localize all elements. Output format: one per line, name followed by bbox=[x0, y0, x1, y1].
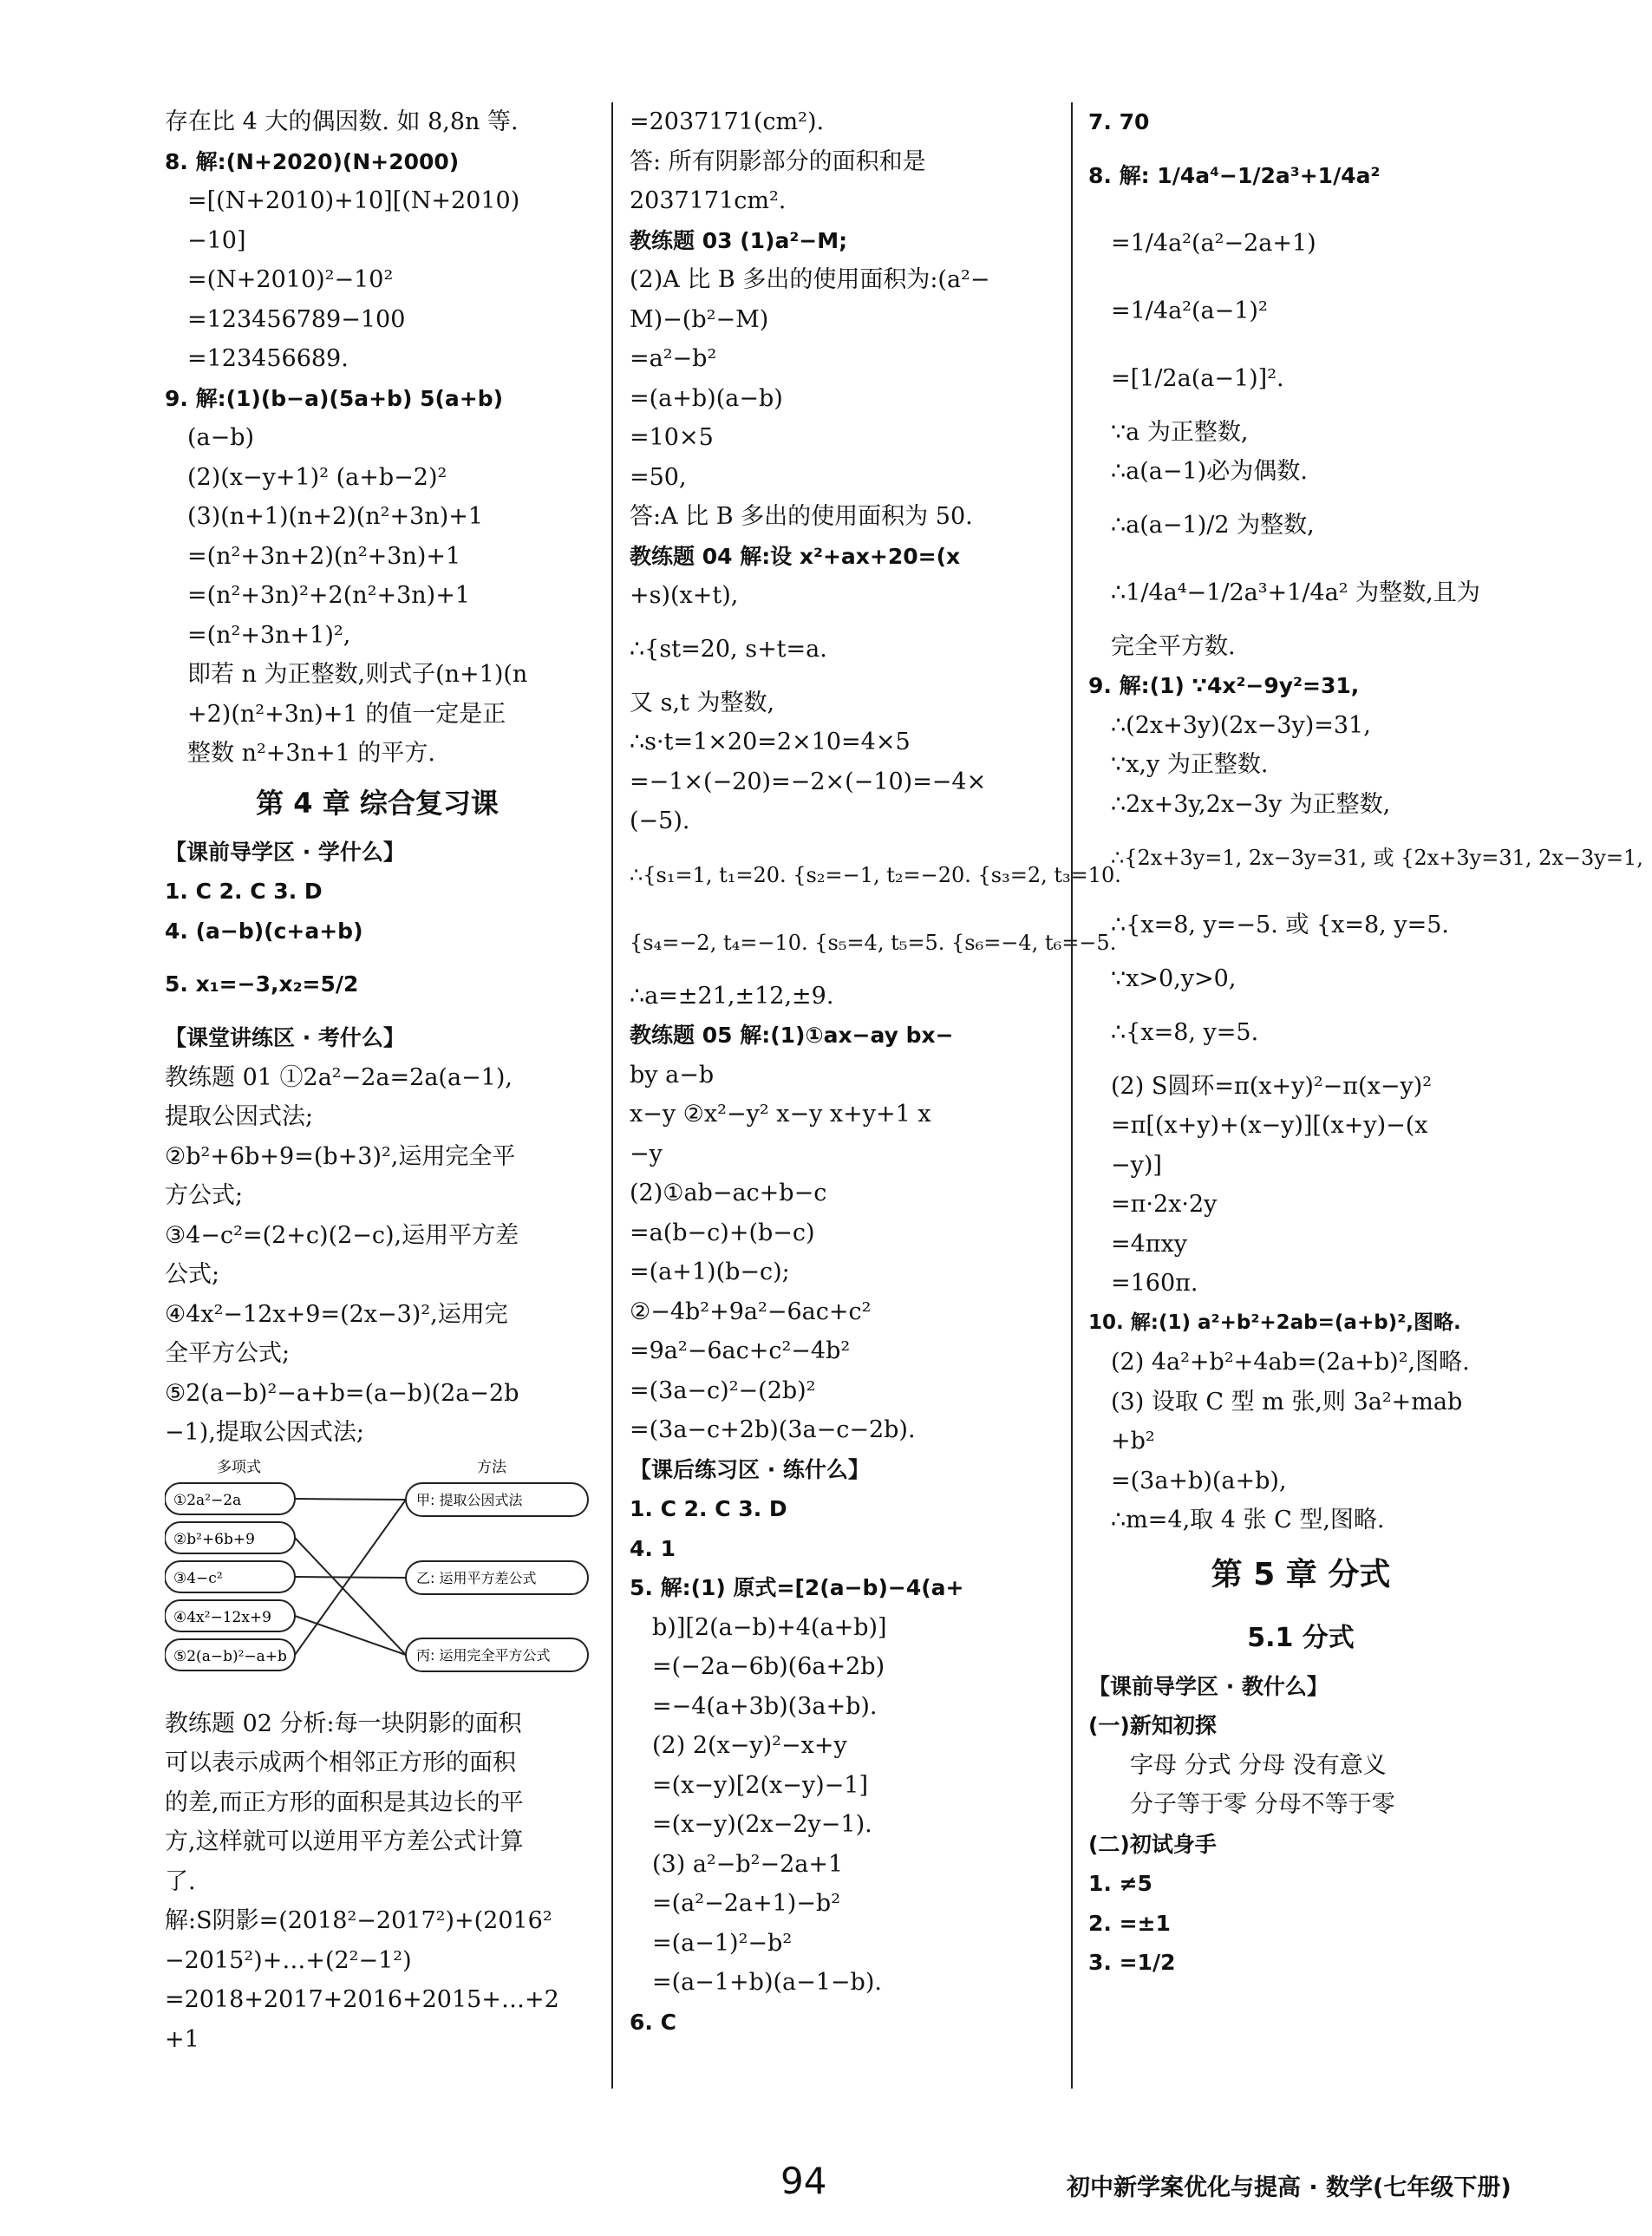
column-divider bbox=[611, 102, 613, 2089]
system-of-equations: ∴{x=8, y=5. bbox=[1111, 1018, 1259, 1046]
chapter-title: 第 5 章 分式 bbox=[1211, 1556, 1391, 1592]
text-line: −2015²)+…+(2²−1²) bbox=[165, 1946, 412, 1974]
column-3 bbox=[1088, 102, 1643, 1983]
text-line: ∵x,y 为正整数. bbox=[1111, 751, 1269, 778]
system-of-equations: ∴{2x+3y=1, 2x−3y=31, 或 {2x+3y=31, 2x−3y=1, bbox=[1111, 846, 1643, 870]
text-line: ∴a(a−1)/2 为整数, bbox=[1111, 511, 1315, 539]
text-line: =50, bbox=[630, 463, 687, 491]
book-title: 初中新学案优化与提高 · 数学(七年级下册) bbox=[1067, 2174, 1512, 2201]
text-line: 方,这样就可以逆用平方差公式计算 bbox=[165, 1828, 524, 1855]
method-label: 乙: 运用平方差公式 bbox=[416, 1569, 537, 1586]
text-line: (2) 4a²+b²+4ab=(2a+b)²,图略. bbox=[1111, 1349, 1470, 1376]
text-line: x−y ②x²−y² x−y x+y+1 x bbox=[630, 1101, 931, 1128]
system-of-equations: ∴{x=8, y=−5. 或 {x=8, y=5. bbox=[1111, 912, 1449, 938]
answer-line: 6. C bbox=[630, 2009, 676, 2035]
diagram-header-right: 方法 bbox=[477, 1458, 506, 1476]
answer-line: 4. 1 bbox=[630, 1535, 676, 1561]
text-line: 公式; bbox=[165, 1261, 220, 1288]
text-line: =(3a+b)(a+b), bbox=[1111, 1467, 1287, 1494]
text-line: (2) S圆环=π(x+y)²−π(x−y)² bbox=[1111, 1072, 1433, 1100]
section-label: 【课前导学区 · 学什么】 bbox=[165, 839, 405, 865]
exercise-heading: 教练题 04 解:设 x²+ax+20=(x bbox=[630, 543, 961, 569]
text-line: −y bbox=[630, 1140, 663, 1167]
text-line: ②−4b²+9a²−6ac+c² bbox=[630, 1298, 872, 1325]
text-line: ④4x²−12x+9=(2x−3)²,运用完 bbox=[165, 1300, 508, 1328]
text-line: −y)] bbox=[1111, 1151, 1162, 1179]
text-line: 答:A 比 B 多出的使用面积为 50. bbox=[630, 503, 973, 530]
text-line: =(3a−c)²−(2b)² bbox=[630, 1376, 816, 1404]
text-line: =(x−y)[2(x−y)−1] bbox=[652, 1771, 869, 1799]
text-line: =[1/2a(a−1)]². bbox=[1111, 364, 1284, 392]
text-line: 又 s,t 为整数, bbox=[630, 689, 775, 716]
exercise-heading: 教练题 05 解:(1)①ax−ay bx− bbox=[630, 1023, 954, 1048]
text-line: =(n²+3n+1)², bbox=[187, 621, 351, 649]
match-line bbox=[295, 1499, 406, 1500]
text-line: =[(N+2010)+10][(N+2010) bbox=[187, 187, 520, 214]
answer-line: 4. (a−b)(c+a+b) bbox=[165, 918, 363, 944]
section-title: 5.1 分式 bbox=[1247, 1622, 1355, 1653]
problem-heading: 9. 解:(1) ∵4x²−9y²=31, bbox=[1088, 673, 1360, 698]
text-line: ③4−c²=(2+c)(2−c),运用平方差 bbox=[165, 1221, 519, 1249]
text-line: +s)(x+t), bbox=[630, 582, 739, 609]
match-line bbox=[295, 1616, 406, 1655]
matching-diagram bbox=[165, 1453, 590, 1704]
answer-line: 7. 70 bbox=[1088, 109, 1150, 134]
text-line: 即若 n 为正整数,则式子(n+1)(n bbox=[187, 661, 528, 688]
method-label: 甲: 提取公因式法 bbox=[416, 1491, 523, 1508]
text-line: (2)A 比 B 多出的使用面积为:(a²− bbox=[630, 266, 990, 293]
column-1 bbox=[165, 102, 590, 2059]
polynomial-label: ⑤2(a−b)²−a+b bbox=[173, 1647, 287, 1665]
text-line: =1/4a²(a²−2a+1) bbox=[1111, 229, 1316, 257]
text-line: 全平方公式; bbox=[165, 1340, 291, 1367]
text-line: ∴s·t=1×20=2×10=4×5 bbox=[630, 729, 911, 755]
text-line: ∴2x+3y,2x−3y 为正整数, bbox=[1111, 790, 1391, 818]
chapter-title: 第 4 章 综合复习课 bbox=[256, 786, 499, 820]
answer-line: 2. =±1 bbox=[1088, 1910, 1171, 1936]
answer-line: 5. x₁=−3,x₂=5/2 bbox=[165, 971, 359, 997]
text-line: =(n²+3n+2)(n²+3n)+1 bbox=[187, 542, 461, 570]
match-line bbox=[295, 1538, 406, 1655]
text-line: =123456689. bbox=[187, 345, 349, 372]
text-line: =2037171(cm²). bbox=[630, 108, 825, 135]
text-line: 的差,而正方形的面积是其边长的平 bbox=[165, 1788, 524, 1816]
column-divider bbox=[1071, 102, 1073, 2089]
subsection-label: (一)新知初探 bbox=[1088, 1713, 1217, 1738]
problem-heading: 8. 解:(N+2020)(N+2000) bbox=[165, 148, 460, 174]
text-line: =4πxy bbox=[1111, 1230, 1188, 1258]
text-line: by a−b bbox=[630, 1061, 715, 1089]
problem-heading: 8. 解: 1/4a⁴−1/2a³+1/4a² bbox=[1088, 162, 1381, 188]
text-line: ∴a(a−1)必为偶数. bbox=[1111, 458, 1308, 485]
diagram-header-left: 多项式 bbox=[217, 1458, 261, 1476]
text-line: +2)(n²+3n)+1 的值一定是正 bbox=[187, 700, 506, 728]
page-number: 94 bbox=[780, 2160, 827, 2202]
text-line: (2)(x−y+1)² (a+b−2)² bbox=[187, 463, 447, 491]
text-line: 答: 所有阴影部分的面积和是 bbox=[630, 147, 926, 175]
text-line: 方公式; bbox=[165, 1182, 244, 1209]
system-of-equations: ∴{st=20, s+t=a. bbox=[630, 635, 827, 663]
text-line: (2) 2(x−y)²−x+y bbox=[652, 1732, 847, 1759]
text-line: =π[(x+y)+(x−y)][(x+y)−(x bbox=[1111, 1112, 1428, 1139]
text-line: =(N+2010)²−10² bbox=[187, 266, 394, 293]
text-line: =(a+1)(b−c); bbox=[630, 1259, 790, 1285]
text-line: =a(b−c)+(b−c) bbox=[630, 1219, 815, 1246]
answer-line: 3. =1/2 bbox=[1088, 1950, 1176, 1975]
text-line: =(3a−c+2b)(3a−c−2b). bbox=[630, 1416, 916, 1443]
polynomial-label: ①2a²−2a bbox=[173, 1491, 242, 1509]
text-line: (−5). bbox=[630, 807, 690, 834]
text-line: ∵x>0,y>0, bbox=[1111, 965, 1237, 992]
text-line: b)][2(a−b)+4(a+b)] bbox=[652, 1613, 887, 1641]
text-line: =a²−b² bbox=[630, 345, 717, 372]
answer-line: 1. ≠5 bbox=[1088, 1871, 1152, 1896]
text-line: 可以表示成两个相邻正方形的面积 bbox=[165, 1749, 516, 1776]
text-line: ∴a=±21,±12,±9. bbox=[630, 982, 834, 1010]
text-line: =1/4a²(a−1)² bbox=[1111, 297, 1268, 324]
polynomial-label: ③4−c² bbox=[173, 1569, 223, 1587]
section-label: 【课前导学区 · 教什么】 bbox=[1088, 1673, 1329, 1699]
text-line: (3) a²−b²−2a+1 bbox=[652, 1850, 844, 1878]
text-line: =(a−1)²−b² bbox=[652, 1929, 793, 1957]
text-line: 整数 n²+3n+1 的平方. bbox=[187, 740, 435, 767]
matching-diagram-svg bbox=[165, 1453, 590, 1704]
text-line: =123456789−100 bbox=[187, 305, 406, 333]
text-line: (3)(n+1)(n+2)(n²+3n)+1 bbox=[187, 503, 484, 530]
exercise-heading: 教练题 01 ①2a²−2a=2a(a−1), bbox=[165, 1063, 513, 1091]
text-line: =2018+2017+2016+2015+…+2 bbox=[165, 1986, 559, 2013]
polynomial-label: ②b²+6b+9 bbox=[173, 1530, 255, 1548]
answer-line: 1. C 2. C 3. D bbox=[165, 879, 323, 904]
text-line: +b² bbox=[1111, 1428, 1155, 1455]
text-line: −10] bbox=[187, 226, 246, 254]
text-line: −1),提取公因式法; bbox=[165, 1419, 365, 1446]
text-line: ∴(2x+3y)(2x−3y)=31, bbox=[1111, 711, 1371, 739]
text-line: 完全平方数. bbox=[1111, 632, 1236, 660]
text-line: M)−(b²−M) bbox=[630, 305, 769, 333]
exercise-heading: 教练题 02 分析:每一块阴影的面积 bbox=[165, 1710, 522, 1737]
subsection-label: (二)初试身手 bbox=[1088, 1831, 1217, 1857]
text-line: 解:S阴影=(2018²−2017²)+(2016² bbox=[165, 1907, 552, 1934]
text-line: 存在比 4 大的偶因数. 如 8,8n 等. bbox=[165, 108, 519, 135]
text-line: =160π. bbox=[1111, 1270, 1198, 1297]
text-line: =10×5 bbox=[630, 424, 714, 451]
text-line: ②b²+6b+9=(b+3)²,运用完全平 bbox=[165, 1142, 516, 1170]
text-line: =(a−1+b)(a−1−b). bbox=[652, 1969, 882, 1996]
text-line: +1 bbox=[165, 2025, 199, 2053]
problem-heading: 10. 解:(1) a²+b²+2ab=(a+b)²,图略. bbox=[1088, 1311, 1461, 1334]
section-label: 【课堂讲练区 · 考什么】 bbox=[165, 1025, 405, 1050]
text-line: ∵a 为正整数, bbox=[1111, 418, 1249, 446]
text-line: 字母 分式 分母 没有意义 bbox=[1130, 1751, 1387, 1779]
text-line: (a−b) bbox=[187, 424, 255, 451]
system-of-equations: ∴{s₁=1, t₁=20. {s₂=−1, t₂=−20. {s₃=2, t₃=10. bbox=[630, 862, 1121, 887]
text-line: =−4(a+3b)(3a+b). bbox=[652, 1692, 878, 1720]
section-label: 【课后练习区 · 练什么】 bbox=[630, 1456, 870, 1482]
text-line: =(n²+3n)²+2(n²+3n)+1 bbox=[187, 582, 470, 609]
text-line: =π·2x·2y bbox=[1111, 1191, 1218, 1218]
text-line: (3) 设取 C 型 m 张,则 3a²+mab bbox=[1111, 1388, 1463, 1415]
text-line: =(a²−2a+1)−b² bbox=[652, 1890, 841, 1917]
text-line: ∴m=4,取 4 张 C 型,图略. bbox=[1111, 1507, 1385, 1533]
text-line: 2037171cm². bbox=[630, 187, 787, 214]
answer-line: 1. C 2. C 3. D bbox=[630, 1496, 787, 1521]
text-line: =(a+b)(a−b) bbox=[630, 384, 783, 412]
polynomial-label: ④4x²−12x+9 bbox=[173, 1608, 271, 1626]
problem-heading: 5. 解:(1) 原式=[2(a−b)−4(a+ bbox=[630, 1575, 964, 1600]
exercise-heading: 教练题 03 (1)a²−M; bbox=[630, 227, 848, 253]
text-line: 提取公因式法; bbox=[165, 1103, 314, 1130]
text-line: ∴1/4a⁴−1/2a³+1/4a² 为整数,且为 bbox=[1111, 579, 1480, 606]
text-line: =9a²−6ac+c²−4b² bbox=[630, 1337, 851, 1364]
text-line: =(−2a−6b)(6a+2b) bbox=[652, 1653, 885, 1680]
system-of-equations: {s₄=−2, t₄=−10. {s₅=4, t₅=5. {s₆=−4, t₆=−5. bbox=[630, 930, 1117, 955]
text-line: =−1×(−20)=−2×(−10)=−4× bbox=[630, 768, 987, 795]
method-label: 丙: 运用完全平方公式 bbox=[416, 1646, 551, 1664]
text-line: (2)①ab−ac+b−c bbox=[630, 1180, 827, 1206]
problem-heading: 9. 解:(1)(b−a)(5a+b) 5(a+b) bbox=[165, 385, 504, 411]
text-line: ⑤2(a−b)²−a+b=(a−b)(2a−2b bbox=[165, 1379, 519, 1407]
text-line: =(x−y)(2x−2y−1). bbox=[652, 1811, 872, 1838]
text-line: 了. bbox=[165, 1867, 196, 1895]
text-line: 分子等于零 分母不等于零 bbox=[1130, 1791, 1395, 1818]
